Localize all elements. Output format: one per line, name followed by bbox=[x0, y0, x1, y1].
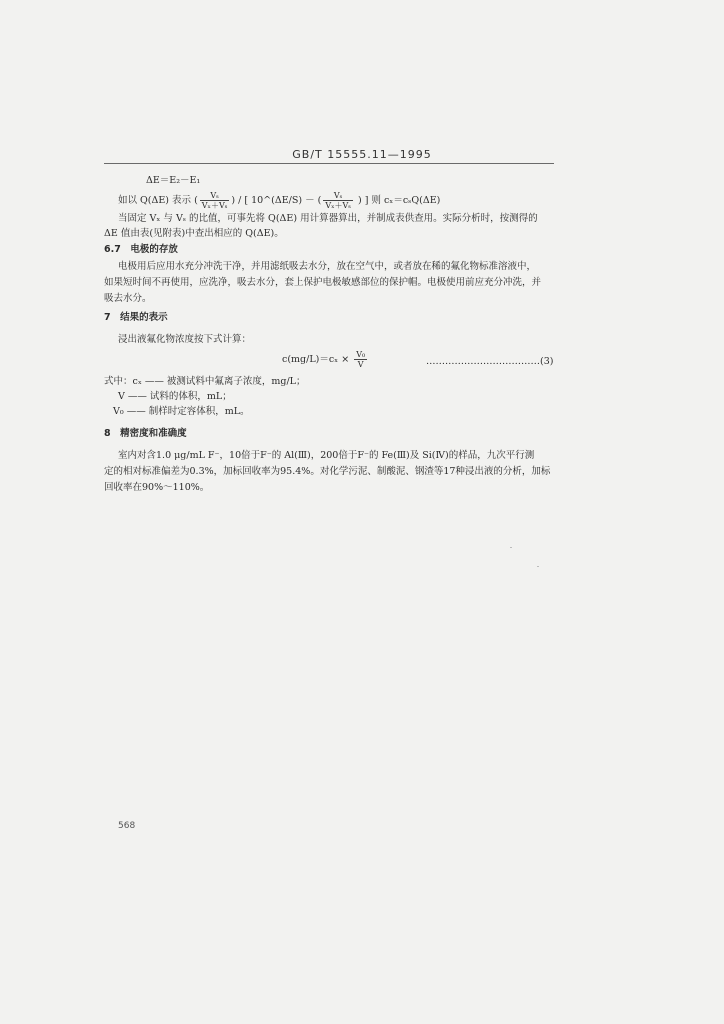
concentration-formula bbox=[282, 350, 369, 369]
header-rule bbox=[104, 163, 554, 164]
q-fraction-1-numerator: Vₛ bbox=[200, 191, 230, 201]
section-8-line-2: 定的相对标准偏差为0.3%，加标回收率为95.4%。对化学污泥、制酸泥、钢渣等17种浸出液的分析，加标 bbox=[104, 466, 551, 477]
section-7-heading: 7 结果的表示 bbox=[104, 312, 168, 323]
formula-fraction bbox=[354, 350, 367, 369]
q-fraction-2-numerator: Vₛ bbox=[323, 191, 353, 201]
standard-header: GB/T 15555.11—1995 bbox=[292, 148, 432, 161]
q-intro-text: 如以 Q(ΔE) 表示 bbox=[118, 195, 192, 206]
definition-v0: V₀ —— 制样时定容体积，mL。 bbox=[113, 406, 250, 417]
section-6-7-line-1: 电极用后应用水充分冲洗干净，并用滤纸吸去水分，放在空气中，或者放在稀的氟化物标准溶液中， bbox=[118, 261, 537, 272]
formula-left-side: c(mg/L)＝cₓ × bbox=[282, 354, 350, 365]
q-fraction-2 bbox=[323, 191, 353, 210]
section-7-intro: 浸出液氟化物浓度按下式计算： bbox=[118, 334, 252, 345]
section-6-7-line-2: 如果短时间不再使用，应洗净，吸去水分，套上保护电极敏感部位的保护帽。电极使用前应充分冲洗，并 bbox=[104, 277, 542, 288]
q-definition-equation: 如以 Q(ΔE) 表示 ( $\frac{\text{Vₛ}}{\text{Vₓ＋Vₛ}}$ ) / [ 10^(ΔE/S) － ( $\frac{\text{Vₛ}}{\text{Vₓ＋Vₛ}}$ ) ] 则 cₓ＝cₛQ(ΔE) bbox=[118, 191, 441, 210]
section-8-heading: 8 精密度和准确度 bbox=[104, 428, 187, 439]
section-8-line-1: 室内对含1.0 μg/mL F⁻，10倍于F⁻的 Al(Ⅲ)，200倍于F⁻的 Fe(Ⅲ)及 Si(Ⅳ)的样品，九次平行测 bbox=[118, 450, 535, 461]
page-number: 568 bbox=[118, 821, 136, 831]
formula-fraction-denominator: V bbox=[357, 360, 364, 369]
q-fraction-1 bbox=[200, 191, 230, 210]
scan-speck bbox=[537, 566, 539, 567]
paragraph-6-6-line-2: ΔE 值由表(见附表)中查出相应的 Q(ΔE)。 bbox=[104, 228, 284, 239]
definition-v: V —— 试料的体积，mL； bbox=[118, 391, 232, 402]
scan-speck bbox=[510, 547, 512, 548]
q-tail-text: ) ] 则 cₓ＝cₛQ(ΔE) bbox=[358, 195, 441, 206]
q-fraction-1-denominator: Vₓ＋Vₛ bbox=[201, 201, 228, 210]
section-6-7-line-3: 吸去水分。 bbox=[104, 293, 152, 304]
formula-fraction-numerator: V₀ bbox=[356, 350, 366, 359]
section-6-7-heading: 6.7 电极的存放 bbox=[104, 244, 178, 255]
formula-where-line: 式中：cₓ —— 被测试料中氟离子浓度，mg/L； bbox=[104, 376, 306, 387]
delta-e-equation: ΔE＝E₂－E₁ bbox=[146, 175, 201, 186]
formula-reference-number: ………………………………(3) bbox=[426, 356, 554, 367]
paragraph-6-6-line-1: 当固定 Vₓ 与 Vₛ 的比值，可事先将 Q(ΔE) 用计算器算出，并制成表供查用。实际分析时，按测得的 bbox=[118, 213, 538, 224]
section-8-line-3: 回收率在90%～110%。 bbox=[104, 482, 210, 493]
q-middle-text: / [ 10^(ΔE/S) － bbox=[238, 195, 315, 206]
q-fraction-2-denominator: Vₓ＋Vₛ bbox=[325, 201, 351, 210]
